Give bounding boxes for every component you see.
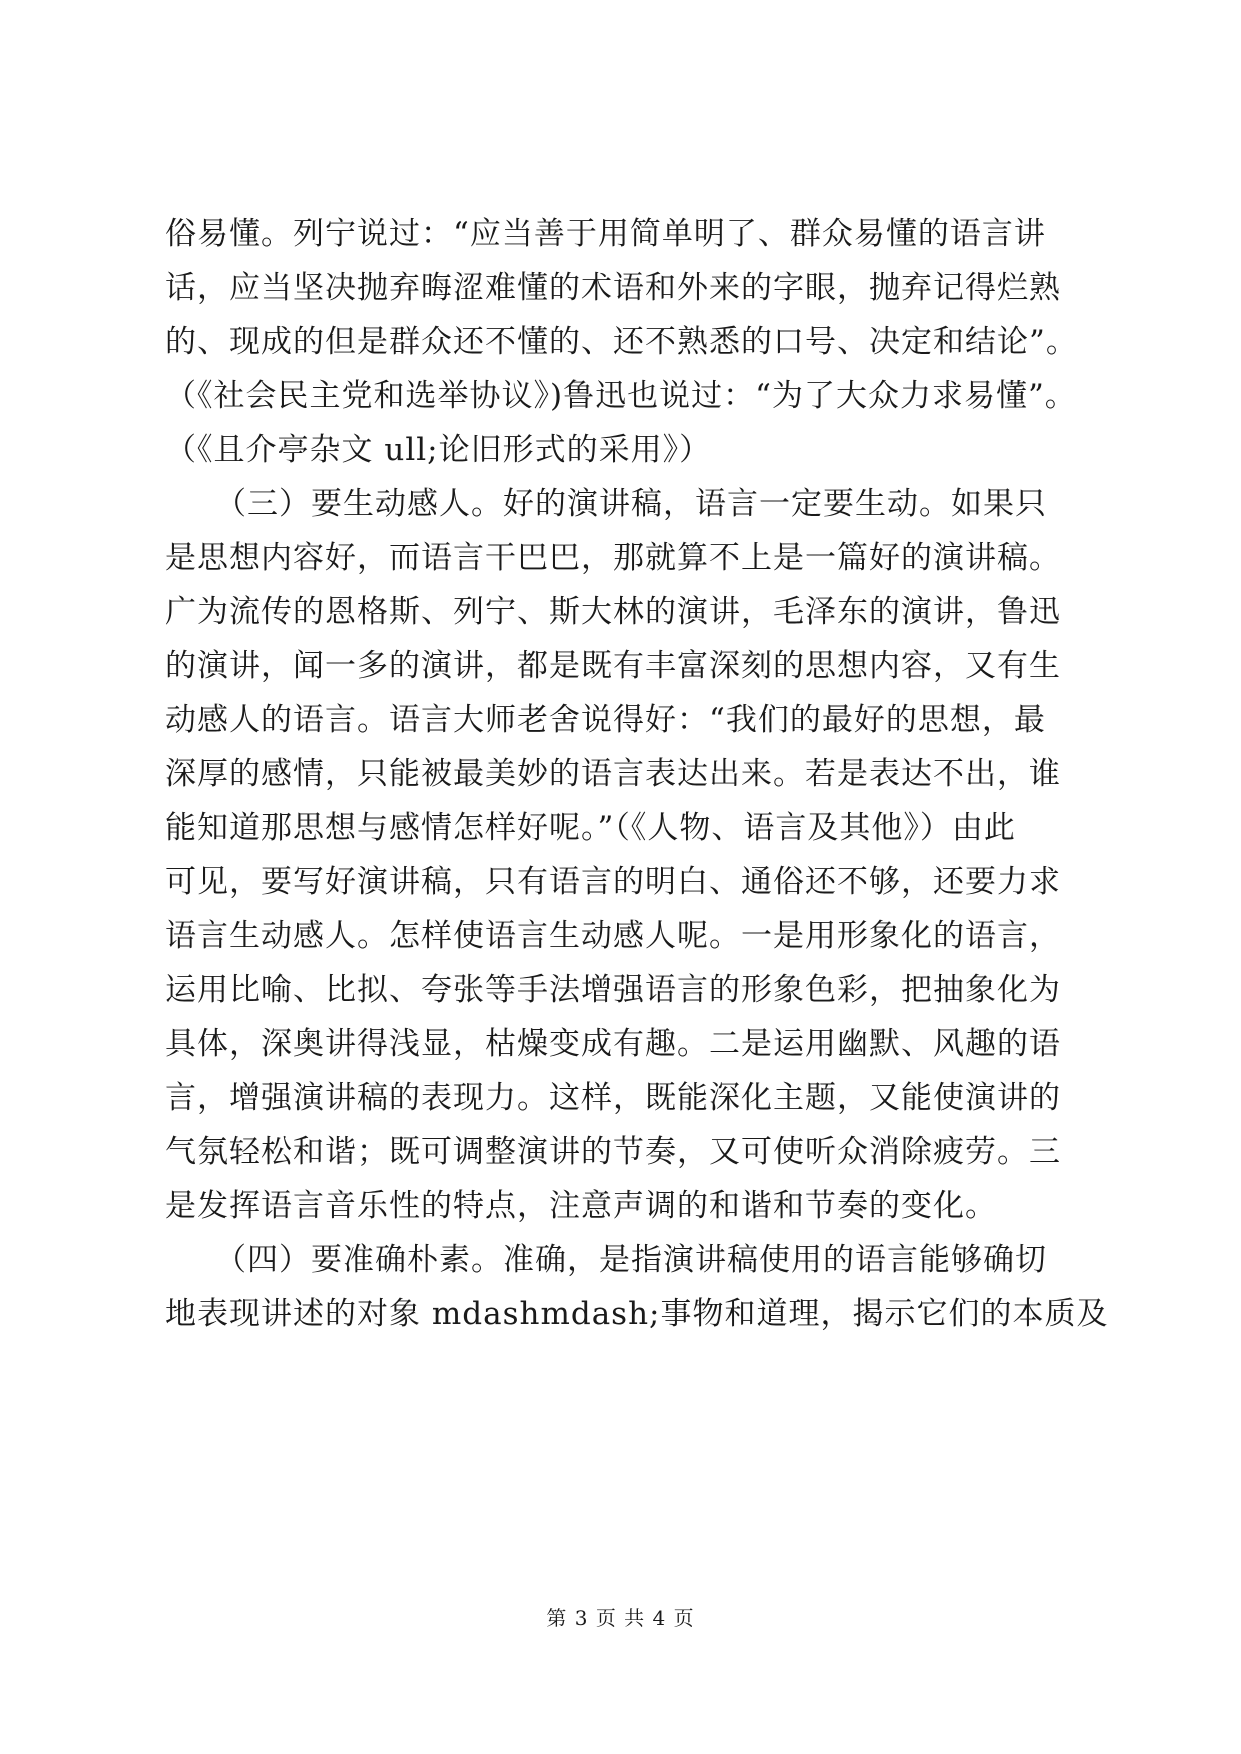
body-text-line: 广为流传的恩格斯、列宁、斯大林的演讲，毛泽东的演讲，鲁迅 xyxy=(165,594,1061,630)
body-text-line: 语言生动感人。怎样使语言生动感人呢。一是用形象化的语言， xyxy=(165,918,1061,954)
page-number-footer: 第 3 页 共 4 页 xyxy=(546,1606,695,1630)
body-text-line: 地表现讲述的对象 mdashmdash;事物和道理，揭示它们的本质及 xyxy=(165,1296,1109,1332)
body-text-line: 可见，要写好演讲稿，只有语言的明白、通俗还不够，还要力求 xyxy=(165,864,1061,900)
body-text-line: 能知道那思想与感情怎样好呢。”（《人物、语言及其他》）由此 xyxy=(165,810,1016,846)
body-text-line: （《社会民主党和选举协议》)鲁迅也说过：“为了大众力求易懂”。 xyxy=(165,378,1077,414)
body-text-line: 运用比喻、比拟、夸张等手法增强语言的形象色彩，把抽象化为 xyxy=(165,972,1061,1008)
body-text-line: 的演讲，闻一多的演讲，都是既有丰富深刻的思想内容，又有生 xyxy=(165,648,1061,684)
paragraph-start-line: （三）要生动感人。好的演讲稿，语言一定要生动。如果只 xyxy=(215,486,1047,522)
body-text-line: 具体，深奥讲得浅显，枯燥变成有趣。二是运用幽默、风趣的语 xyxy=(165,1026,1061,1062)
body-text-line: 动感人的语言。语言大师老舍说得好：“我们的最好的思想，最 xyxy=(165,702,1046,738)
body-text-line: （《且介亭杂文 ull;论旧形式的采用》） xyxy=(165,432,712,468)
body-text-line: 俗易懂。列宁说过：“应当善于用简单明了、群众易懂的语言讲 xyxy=(165,216,1046,252)
body-text-line: 是发挥语言音乐性的特点，注意声调的和谐和节奏的变化。 xyxy=(165,1188,997,1224)
body-text-line: 深厚的感情，只能被最美妙的语言表达出来。若是表达不出，谁 xyxy=(165,756,1061,792)
paragraph-start-line: （四）要准确朴素。准确，是指演讲稿使用的语言能够确切 xyxy=(215,1242,1047,1278)
body-text-line: 言，增强演讲稿的表现力。这样，既能深化主题，又能使演讲的 xyxy=(165,1080,1061,1116)
body-text-line: 气氛轻松和谐；既可调整演讲的节奏，又可使听众消除疲劳。三 xyxy=(165,1134,1061,1170)
body-text-line: 是思想内容好，而语言干巴巴，那就算不上是一篇好的演讲稿。 xyxy=(165,540,1061,576)
body-text-line: 话，应当坚决抛弃晦涩难懂的术语和外来的字眼，抛弃记得烂熟 xyxy=(165,270,1061,306)
body-text-line: 的、现成的但是群众还不懂的、还不熟悉的口号、决定和结论”。 xyxy=(165,324,1078,360)
